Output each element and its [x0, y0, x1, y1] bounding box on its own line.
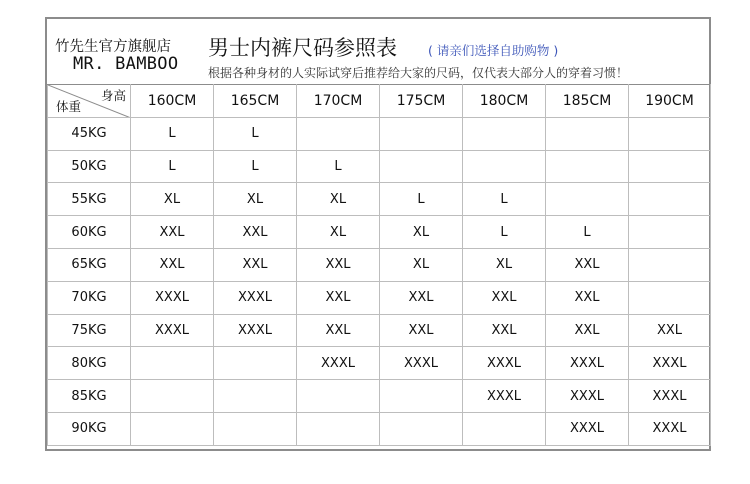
size-cell: XXXL — [131, 314, 214, 347]
brand-logo-text: MR. BAMBOO — [73, 54, 179, 74]
weight-cell: 90KG — [48, 412, 131, 445]
size-cell: XXL — [546, 248, 629, 281]
size-cell — [214, 347, 297, 380]
size-cell — [546, 117, 629, 150]
chart-subtitle: ( 请亲们选择自助购物 ) — [428, 43, 559, 58]
size-cell: XXL — [380, 314, 463, 347]
size-cell: L — [546, 216, 629, 249]
size-cell: L — [214, 150, 297, 183]
size-cell: XL — [380, 248, 463, 281]
size-cell — [297, 117, 380, 150]
size-cell: L — [131, 117, 214, 150]
size-cell — [463, 117, 546, 150]
size-cell: XXL — [463, 281, 546, 314]
size-cell: XXL — [131, 248, 214, 281]
size-cell: XXL — [380, 281, 463, 314]
size-cell: XL — [131, 183, 214, 216]
height-header: 160CM — [131, 85, 214, 118]
size-cell: XL — [380, 216, 463, 249]
size-cell: XXL — [546, 281, 629, 314]
weight-cell: 45KG — [48, 117, 131, 150]
size-cell: L — [131, 150, 214, 183]
size-cell: XXXL — [629, 347, 711, 380]
size-cell — [629, 150, 711, 183]
size-cell: XXXL — [380, 347, 463, 380]
size-cell: XXL — [131, 216, 214, 249]
size-cell — [380, 380, 463, 413]
height-header: 170CM — [297, 85, 380, 118]
size-cell: L — [297, 150, 380, 183]
table-row — [48, 216, 711, 249]
weight-cell: 50KG — [48, 150, 131, 183]
size-cell — [546, 183, 629, 216]
size-cell — [214, 380, 297, 413]
weight-cell: 55KG — [48, 183, 131, 216]
weight-cell: 80KG — [48, 347, 131, 380]
size-cell: L — [380, 183, 463, 216]
table-row — [48, 281, 711, 314]
table-row — [48, 412, 711, 445]
size-cell — [380, 412, 463, 445]
height-header: 165CM — [214, 85, 297, 118]
size-cell: L — [214, 117, 297, 150]
size-cell — [629, 248, 711, 281]
chart-note: 根据各种身材的人实际试穿后推荐给大家的尺码，仅代表大部分人的穿着习惯！ — [208, 66, 629, 80]
size-cell: XXXL — [214, 281, 297, 314]
size-cell — [463, 412, 546, 445]
size-cell: XXXL — [463, 380, 546, 413]
size-cell: XL — [297, 183, 380, 216]
size-cell: XXXL — [546, 347, 629, 380]
size-cell — [380, 150, 463, 183]
weight-cell: 85KG — [48, 380, 131, 413]
weight-cell: 60KG — [48, 216, 131, 249]
size-cell: XXXL — [297, 347, 380, 380]
height-header: 180CM — [463, 85, 546, 118]
size-cell: XXL — [297, 281, 380, 314]
size-cell — [629, 183, 711, 216]
size-cell: XXL — [546, 314, 629, 347]
weight-axis-label: 体重 — [56, 98, 82, 114]
size-cell: XXL — [629, 314, 711, 347]
table-row — [48, 248, 711, 281]
weight-cell: 75KG — [48, 314, 131, 347]
size-chart-sheet — [45, 17, 711, 451]
size-cell — [546, 150, 629, 183]
table-row — [48, 314, 711, 347]
size-cell: XXXL — [629, 412, 711, 445]
table-row — [48, 347, 711, 380]
size-cell: XXL — [214, 248, 297, 281]
size-cell: L — [463, 183, 546, 216]
size-cell: XL — [214, 183, 297, 216]
size-cell: XL — [297, 216, 380, 249]
size-cell: L — [463, 216, 546, 249]
size-cell: XL — [463, 248, 546, 281]
size-cell — [131, 412, 214, 445]
height-header: 175CM — [380, 85, 463, 118]
size-cell — [629, 117, 711, 150]
size-cell: XXXL — [546, 380, 629, 413]
shop-name: 竹先生官方旗舰店 — [55, 39, 171, 55]
chart-header — [47, 19, 709, 84]
size-cell: XXL — [297, 248, 380, 281]
size-cell — [214, 412, 297, 445]
header-row — [48, 85, 711, 118]
size-cell: XXL — [463, 314, 546, 347]
size-cell: XXL — [214, 216, 297, 249]
size-cell — [131, 347, 214, 380]
height-header: 190CM — [629, 85, 711, 118]
weight-cell: 65KG — [48, 248, 131, 281]
size-cell: XXXL — [629, 380, 711, 413]
size-cell — [297, 412, 380, 445]
size-cell — [131, 380, 214, 413]
table-row — [48, 183, 711, 216]
corner-cell — [48, 85, 131, 118]
size-cell: XXXL — [131, 281, 214, 314]
chart-title: 男士内裤尺码参照表 — [208, 36, 397, 60]
size-table — [47, 84, 711, 446]
size-cell — [297, 380, 380, 413]
size-cell: XXXL — [546, 412, 629, 445]
size-cell — [629, 281, 711, 314]
size-cell — [629, 216, 711, 249]
size-cell — [463, 150, 546, 183]
size-cell: XXL — [297, 314, 380, 347]
size-cell: XXXL — [214, 314, 297, 347]
table-row — [48, 150, 711, 183]
table-row — [48, 380, 711, 413]
height-axis-label: 身高 — [100, 88, 126, 103]
height-header: 185CM — [546, 85, 629, 118]
weight-cell: 70KG — [48, 281, 131, 314]
table-row — [48, 117, 711, 150]
size-cell: XXXL — [463, 347, 546, 380]
size-cell — [380, 117, 463, 150]
size-table-body — [48, 117, 711, 445]
